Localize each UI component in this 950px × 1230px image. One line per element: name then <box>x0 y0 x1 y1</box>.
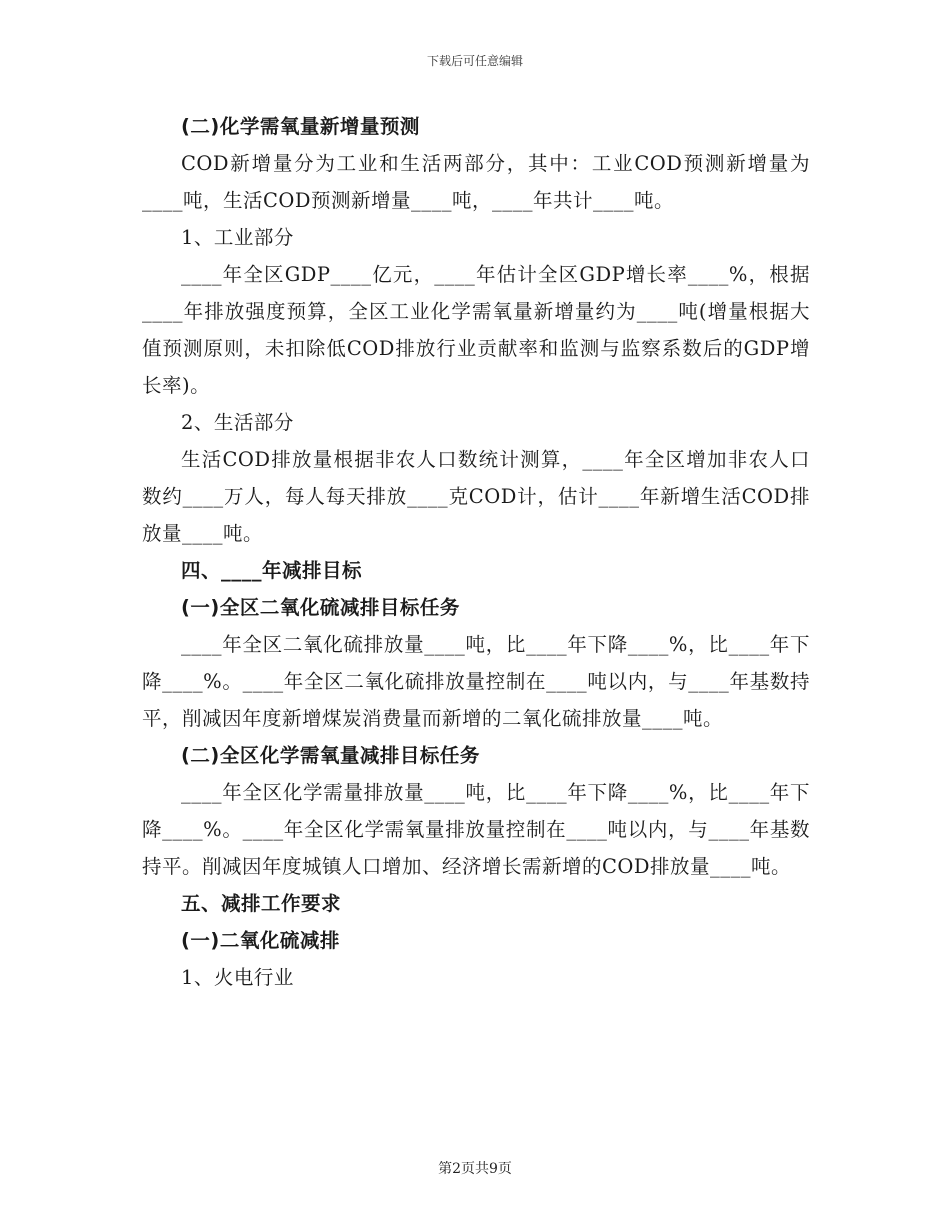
document-body <box>142 108 810 996</box>
subsection-label: 1、工业部分 <box>181 226 294 249</box>
section-heading: (一)二氧化硫减排 <box>181 929 340 952</box>
section-heading: 四、____年减排目标 <box>181 559 363 582</box>
section-heading: (二)全区化学需氧量减排目标任务 <box>181 744 480 767</box>
body-paragraph: 生活COD排放量根据非农人口数统计测算，____年全区增加非农人口数约____万人，每人每天排放____克COD计，估计____年新增生活COD排放量____吨。 <box>142 448 810 545</box>
subsection-label: 2、生活部分 <box>181 411 294 434</box>
subsection-label: 1、火电行业 <box>181 966 294 989</box>
body-paragraph: ____年全区GDP____亿元，____年估计全区GDP增长率____%，根据____年排放强度预算，全区工业化学需氧量新增量约为____吨(增量根据大值预测原则，未扣除低COD排放行业贡献率和监测与监察系数后的GDP增长率)。 <box>142 263 810 397</box>
page-number: 第2页共9页 <box>438 1161 512 1177</box>
section-heading: (一)全区二氧化硫减排目标任务 <box>181 596 460 619</box>
section-heading: (二)化学需氧量新增量预测 <box>181 115 420 138</box>
page-header-note: 下载后可任意编辑 <box>426 54 523 68</box>
section-heading: 五、减排工作要求 <box>181 892 342 915</box>
body-paragraph: COD新增量分为工业和生活两部分，其中：工业COD预测新增量为____吨，生活COD预测新增量____吨，____年共计____吨。 <box>142 152 810 212</box>
body-paragraph: ____年全区二氧化硫排放量____吨，比____年下降____%，比____年下降____%。____年全区二氧化硫排放量控制在____吨以内，与____年基数持平，削减因年度新增煤炭消费量而新增的二氧化硫排放量____吨。 <box>142 633 810 730</box>
body-paragraph: ____年全区化学需量排放量____吨，比____年下降____%，比____年下降____%。____年全区化学需氧量排放量控制在____吨以内，与____年基数持平。削减因年度城镇人口增加、经济增长需新增的COD排放量____吨。 <box>142 781 810 878</box>
